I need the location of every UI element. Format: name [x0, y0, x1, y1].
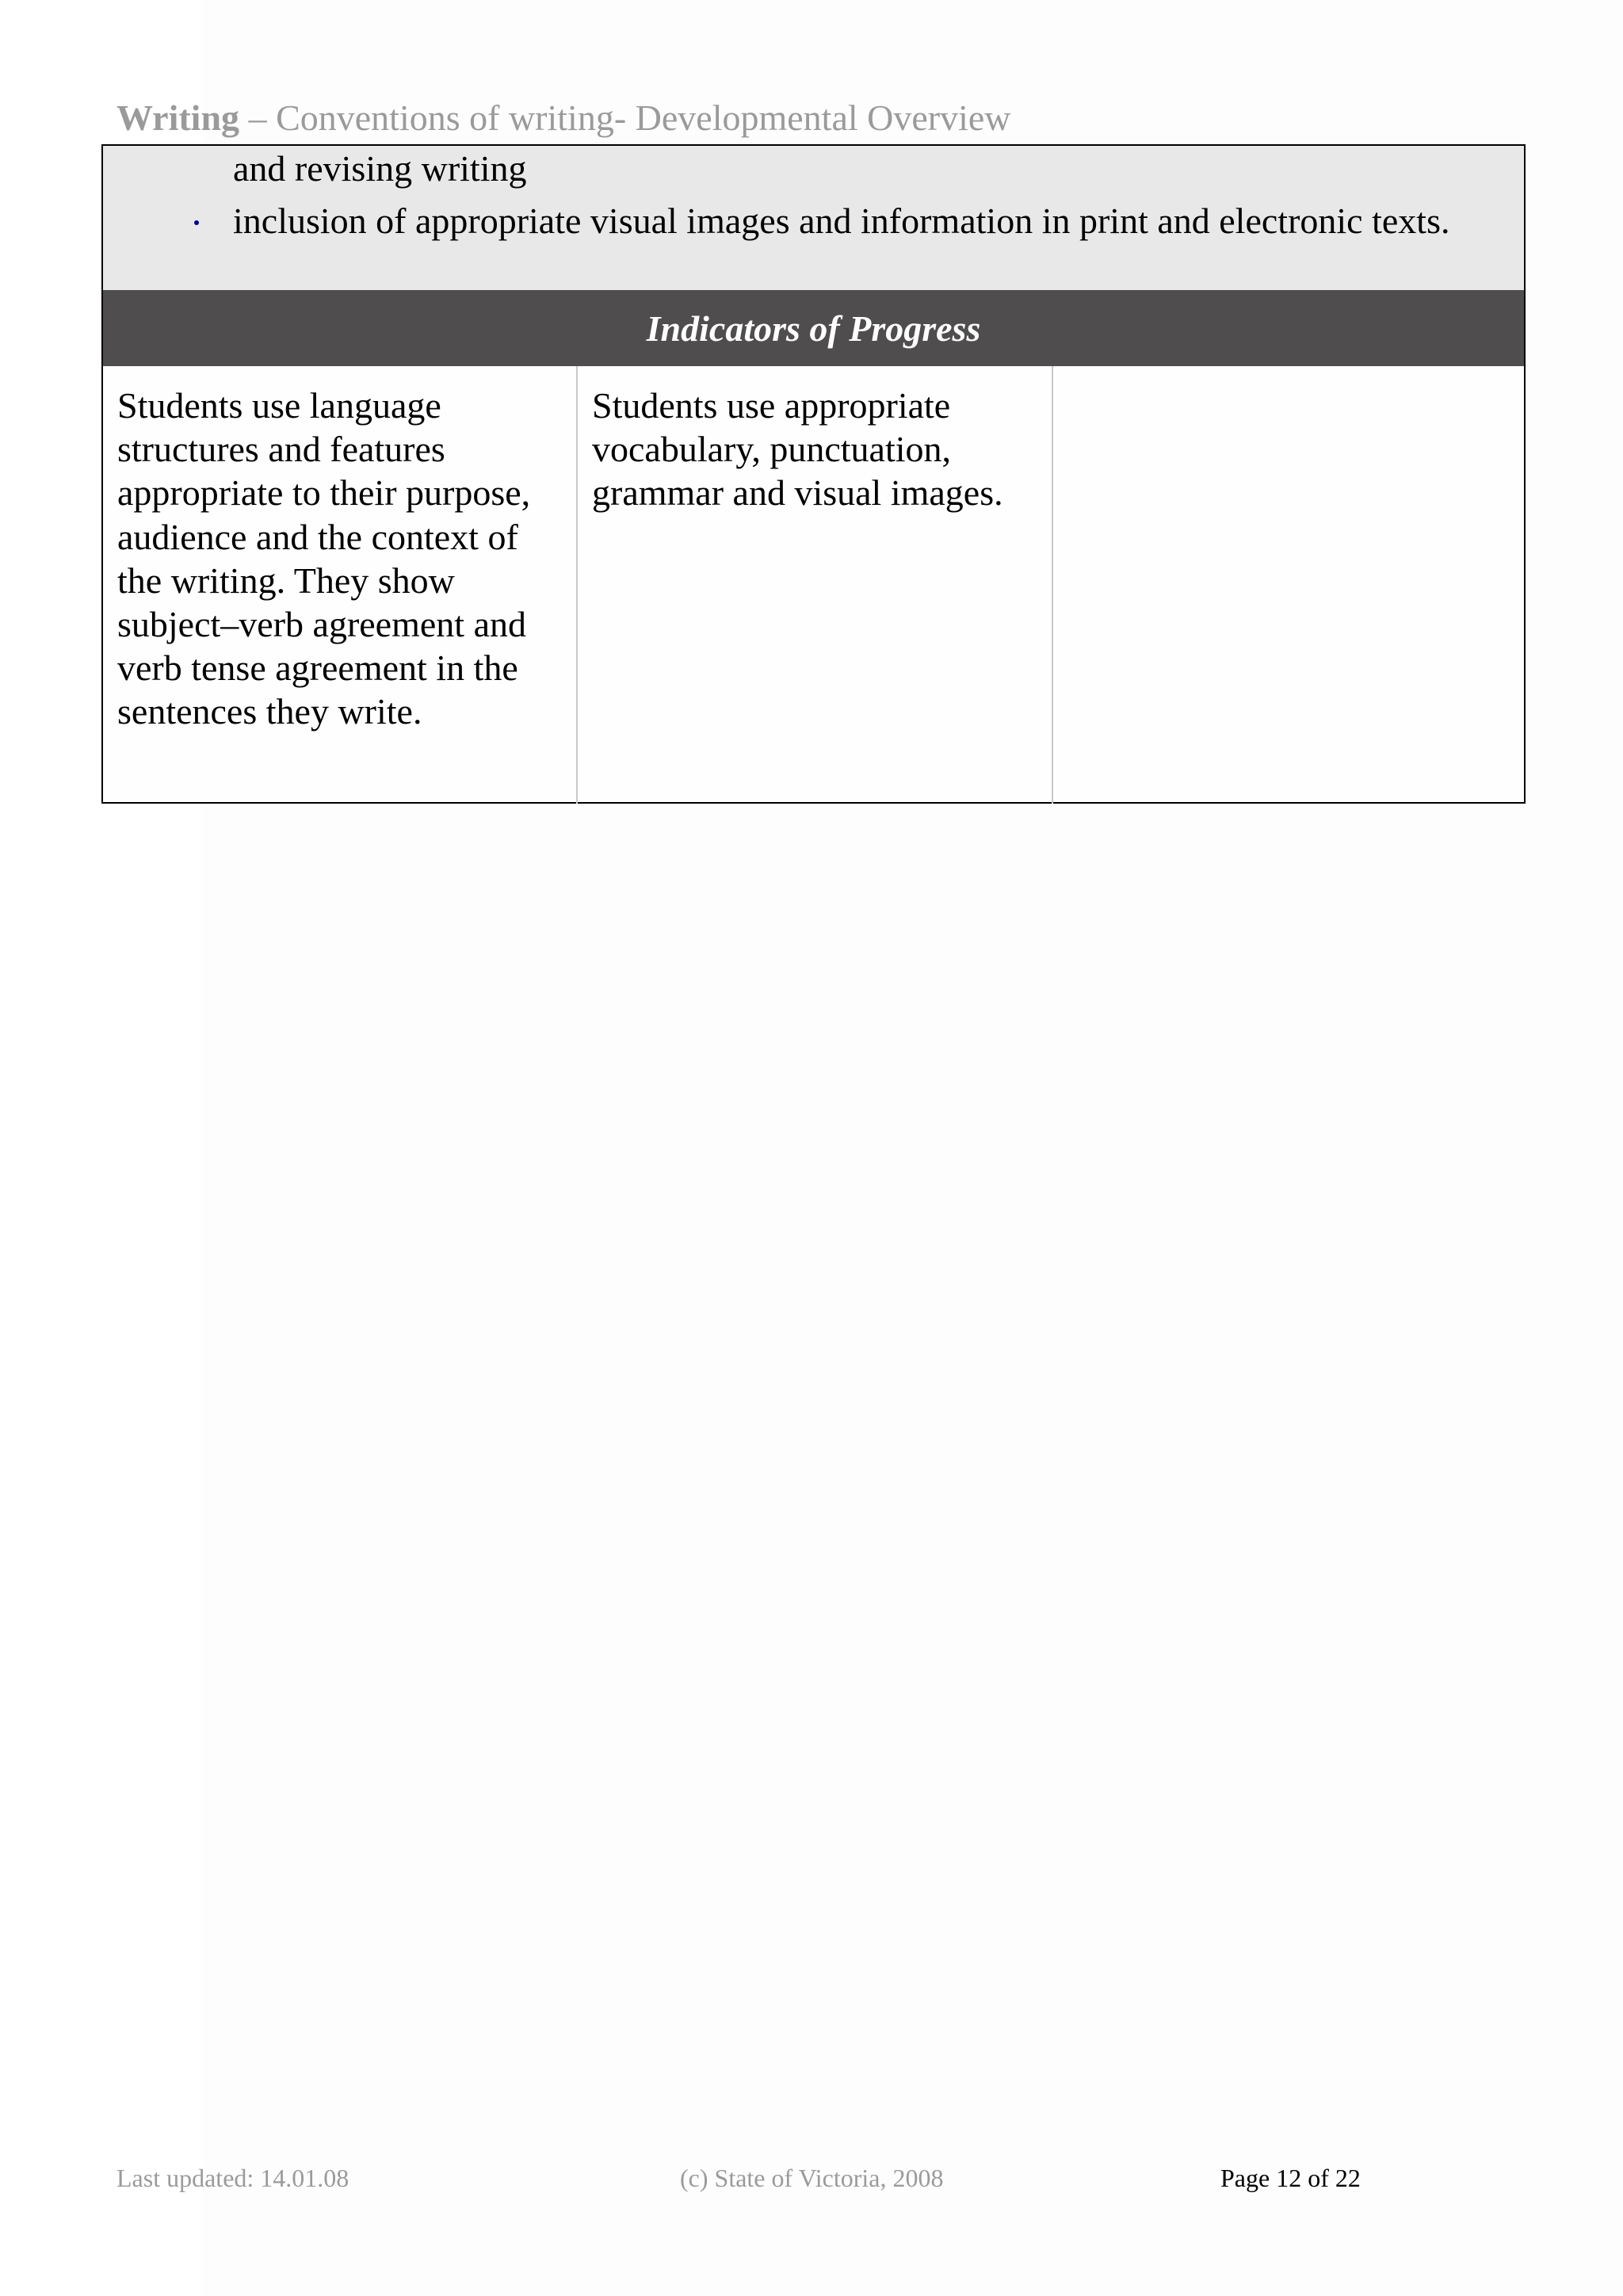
- header-title-rest: – Conventions of writing- Developmental Overview: [239, 97, 1011, 138]
- content-block: [103, 146, 1524, 290]
- bullet-icon: [194, 220, 199, 225]
- indicator-cell-2: Students use appropriate vocabulary, punctuation, grammar and visual images.: [578, 366, 1053, 804]
- footer-last-updated: Last updated: 14.01.08: [116, 2164, 349, 2192]
- indicator-cell-1: Students use language structures and features appropriate to their purpose, audience and the context of the writing. They show subject–verb agreement and verb tense agreement in the sentences they write.: [103, 366, 578, 804]
- header-title-bold: Writing: [116, 97, 240, 138]
- indicators-row: [103, 366, 1524, 804]
- footer-page-number: Page 12 of 22: [1220, 2164, 1361, 2192]
- continued-text: and revising writing: [233, 148, 527, 189]
- footer-copyright: (c) State of Victoria, 2008: [680, 2164, 944, 2192]
- page-header: [116, 97, 1011, 138]
- indicators-heading: Indicators of Progress: [103, 290, 1524, 366]
- list-item-text: inclusion of appropriate visual images and information in print and electronic texts.: [233, 201, 1450, 241]
- list-item: [103, 201, 1524, 249]
- indicator-cell-3: [1053, 366, 1524, 804]
- content-table: [101, 144, 1526, 804]
